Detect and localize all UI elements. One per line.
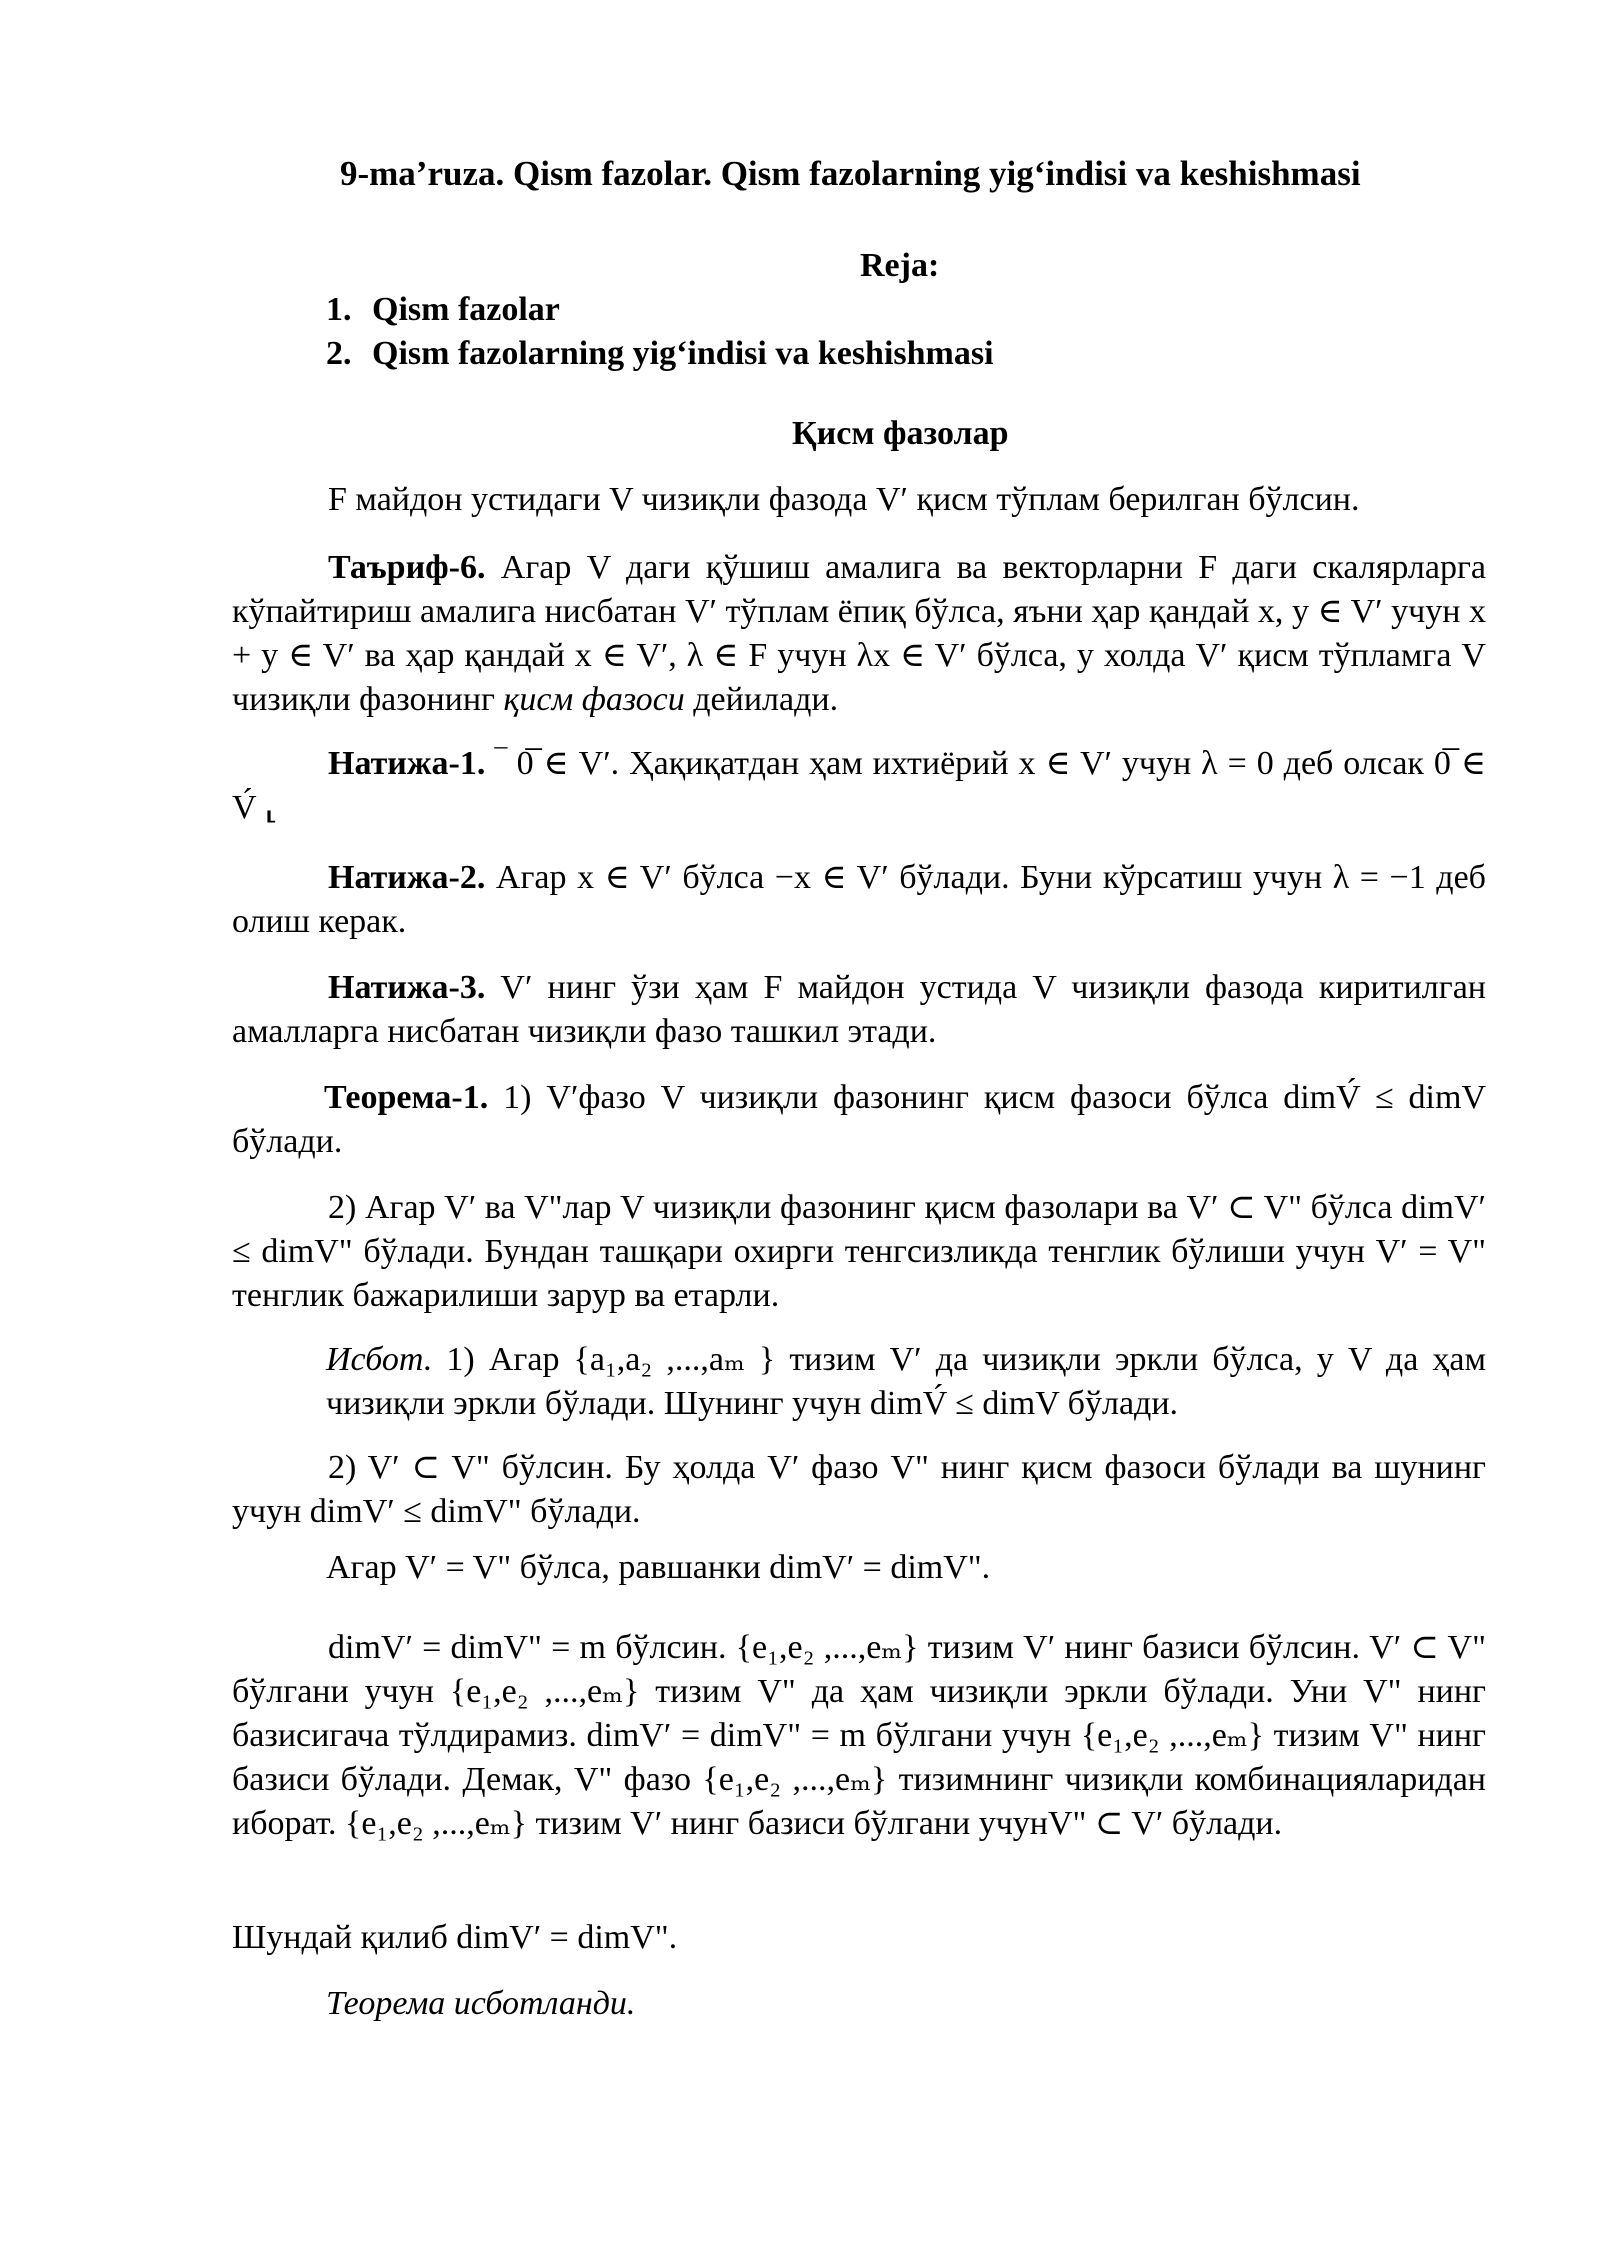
definition-label: Таъриф-6. — [328, 549, 486, 586]
definition-paragraph — [232, 546, 1486, 722]
proof-equality-paragraph: Агар V′ = V" бўлса, равшанки dimV′ = dimV". — [326, 1549, 991, 1586]
plan-item-text: Qism fazolar — [372, 291, 560, 328]
intro-paragraph: F майдон устидаги V чизиқли фазода V′ қисм тўплам берилган бўлсин. — [328, 481, 1360, 518]
definition-term: қисм фазоси — [503, 681, 685, 718]
theorem-paragraph — [232, 1076, 1486, 1164]
plan-list — [326, 288, 1226, 376]
corollary-1-text: ‾ 0̅ ∈ V′. Ҳақиқатдан ҳам ихтиёрий x ∈ V′ учун λ = 0 деб олсак 0̅ ∈ V́ ⸤ — [232, 745, 1486, 826]
proof-basis-paragraph: dimV′ = dimV" = m бўлсин. {e₁,e₂ ,...,eₘ} тизим V′ нинг базиси бўлсин. V′ ⊂ V" бўлгани учун {e₁,e₂ ,...,eₘ} тизим V" да ҳам чизиқли эркли бўлади. Уни V" нинг базисигача тўлдирамиз. dimV′ = dimV" = m бўлгани учун {e₁,e₂ ,...,eₘ} тизим V" нинг базиси бўлади. Демак, V" фазо {e₁,e₂ ,...,eₘ} тизимнинг чизиқли комбинацияларидан иборат. {e₁,e₂ ,...,eₘ} тизим V′ нинг базиси бўлгани учунV" ⊂ V′ бўлади. — [232, 1629, 1486, 1842]
plan-item — [326, 288, 1226, 332]
theorem-proved-line: Теорема исботланди. — [326, 1985, 636, 2022]
proof-paragraph — [326, 1338, 1486, 1426]
corollary-1-label: Натижа-1. — [328, 745, 486, 782]
corollary-3-text: V′ нинг ўзи ҳам F майдон устида V чизиқли фазода киритилган амалларга нисбатан чизиқли фазо ташкил этади. — [232, 969, 1486, 1050]
corollary-3-label: Натижа-3. — [328, 969, 486, 1006]
plan-item — [326, 332, 1226, 376]
conclusion-paragraph: Шундай қилиб dimV′ = dimV". — [232, 1919, 678, 1956]
plan-item-number: 2. — [326, 335, 352, 372]
proof-label: Исбот. — [326, 1341, 433, 1378]
lecture-title: 9-ma’ruza. Qism fazolar. Qism fazolarning yig‘indisi va keshishmasi — [340, 154, 1361, 193]
definition-text: Агар V даги қўшиш амалига ва векторларни F даги скалярларга кўпайтириш амалига нисбатан V′ тўплам ёпиқ бўлса, яъни ҳар қандай x, y ∈ V′ учун x + y ∈ V′ ва ҳар қандай x ∈ V′, λ ∈ F учун λx ∈ V′ бўлса, у холда V′ қисм тўпламга V чизиқли фазонинг — [232, 549, 1486, 718]
theorem-part-2-paragraph: 2) Агар V′ ва V"лар V чизиқли фазонинг қисм фазолари ва V′ ⊂ V" бўлса dimV′ ≤ dimV" бўлади. Бундан ташқари охирги тенгсизликда тенглик бўлиши учун V′ = V" тенглик бажарилиши зарур ва етарли. — [232, 1189, 1486, 1314]
proof-part-2-paragraph: 2) V′ ⊂ V" бўлсин. Бу ҳолда V′ фазо V" нинг қисм фазоси бўлади ва шунинг учун dimV′ ≤ dimV" бўлади. — [232, 1449, 1486, 1530]
theorem-text: 1) V′фазо V чизиқли фазонинг қисм фазоси бўлса dimV́ ≤ dimV бўлади. — [232, 1079, 1486, 1160]
proof-text: 1) Агар {a₁,a₂ ,...,aₘ } тизим V′ да чизиқли эркли бўлса, у V да ҳам чизиқли эркли бўлади. Шунинг учун dimV́ ≤ dimV бўлади. — [326, 1341, 1486, 1422]
section-title: Қисм фазолар — [792, 415, 1009, 452]
corollary-2-text: Агар x ∈ V′ бўлса −x ∈ V′ бўлади. Буни кўрсатиш учун λ = −1 деб олиш керак. — [232, 859, 1486, 940]
definition-tail: дейилади. — [684, 681, 839, 718]
plan-heading: Reja: — [860, 247, 940, 284]
plan-item-number: 1. — [326, 291, 352, 328]
corollary-3-paragraph — [232, 966, 1486, 1054]
corollary-1-paragraph — [232, 742, 1486, 830]
corollary-2-paragraph — [232, 856, 1486, 944]
plan-item-text: Qism fazolarning yig‘indisi va keshishmasi — [372, 335, 994, 372]
theorem-label: Теорема-1. — [324, 1079, 489, 1116]
corollary-2-label: Натижа-2. — [328, 859, 486, 896]
